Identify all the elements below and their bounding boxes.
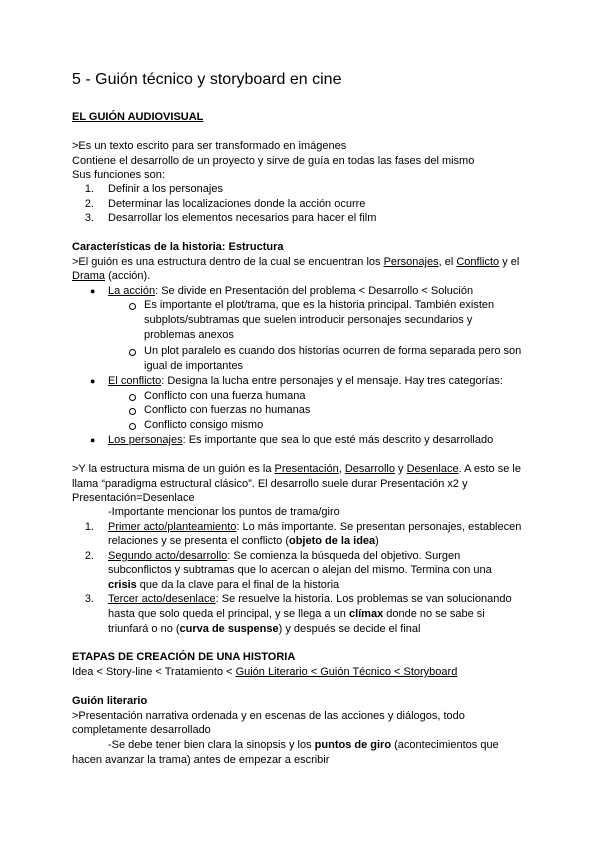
list-item — [108, 592, 512, 606]
paragraph-line: llama “paradigma estructural clásico”. El desarrollo suele durar Presentación x2 y — [72, 478, 468, 490]
bullet-label: El conflicto — [108, 375, 162, 387]
sub-bullet-line: Conflicto con fuerzas no humanas — [144, 404, 311, 416]
list-item: Determinar las localizaciones donde la acción ocurre — [108, 198, 366, 210]
link-desenlace: Desenlace — [406, 463, 459, 475]
paragraph-line — [72, 255, 519, 269]
sub-bullet-line: Conflicto consigo mismo — [144, 419, 264, 431]
bullet-label: La acción — [108, 285, 156, 297]
link-presentacion: Presentación — [274, 463, 339, 475]
paragraph-line — [72, 665, 457, 679]
text: -Se debe tener bien clara la sinopsis y los — [108, 739, 315, 751]
text: : Se divide en Presentación del problema < Desarrollo < Solución — [155, 285, 474, 297]
paragraph-line: Presentación=Desenlace — [72, 492, 195, 504]
text: : Designa la lucha entre personajes y el mensaje. Hay tres categorías: — [161, 375, 503, 387]
list-number: 2. — [84, 198, 94, 210]
list-item: Definir a los personajes — [108, 183, 223, 195]
heading-caracteristicas: Características de la historia: Estructura — [72, 241, 284, 253]
list-item: Desarrollar los elementos necesarios para hacer el film — [108, 212, 377, 224]
sub-bullet-line: Conflicto con una fuerza humana — [144, 390, 306, 402]
list-label: Primer acto/planteamiento — [108, 521, 237, 533]
text: : Es importante que sea lo que esté más descrito y desarrollado — [182, 434, 494, 446]
text: , — [338, 463, 345, 475]
bold-text: crisis — [108, 579, 137, 591]
text: >Y la estructura misma de un guión es la — [72, 463, 275, 475]
link-drama: Drama — [72, 270, 106, 282]
bullet-icon: ● — [90, 376, 96, 386]
heading-guion-audiovisual: EL GUIÓN AUDIOVISUAL — [72, 111, 204, 123]
circle-bullet-icon — [129, 423, 136, 430]
sub-bullet-line: Un plot paralelo es cuando dos historias ocurren de forma separada pero son — [144, 345, 522, 357]
list-item-line — [108, 534, 379, 548]
list-item — [108, 520, 521, 534]
text: Idea < Story-line < Tratamiento < — [72, 666, 236, 678]
sub-bullet-line: Es importante el plot/trama, que es la historia principal. También existen — [144, 299, 495, 311]
circle-bullet-icon — [129, 303, 136, 310]
list-number: 1. — [84, 183, 94, 195]
paragraph-line: -Importante mencionar los puntos de trama/giro — [108, 506, 340, 518]
paragraph-line: hacen avanzar la trama) antes de empezar a escribir — [72, 754, 330, 766]
bullet-item — [108, 284, 473, 298]
text: hasta que solo queda el principal, y se llega a un — [108, 608, 349, 620]
circle-bullet-icon — [129, 349, 136, 356]
list-label: Tercer acto/desenlace — [108, 593, 216, 605]
underlined-text: Guión Literario < Guión Técnico < Storyboard — [235, 666, 458, 678]
sub-bullet-line: problemas anexos — [144, 329, 234, 341]
text: , el — [438, 256, 457, 268]
sub-bullet-line: igual de importantes — [144, 360, 244, 372]
text: ) y después se decide el final — [278, 623, 421, 635]
heading-etapas: ETAPAS DE CREACIÓN DE UNA HISTORIA — [72, 651, 296, 663]
paragraph-line — [108, 738, 499, 752]
list-number: 1. — [84, 521, 94, 533]
bold-text: objeto de la idea — [288, 535, 376, 547]
list-item-line — [108, 622, 420, 636]
paragraph-line: Contiene el desarrollo de un proyecto y sirve de guía en todas las fases del mismo — [72, 155, 475, 167]
text: y — [394, 463, 407, 475]
list-number: 3. — [84, 212, 94, 224]
text: triunfará o no ( — [108, 623, 180, 635]
bold-text: clímax — [348, 608, 384, 620]
link-conflicto: Conflicto — [456, 256, 500, 268]
list-label: Segundo acto/desarrollo — [108, 550, 228, 562]
paragraph-line: completamente desarrollado — [72, 724, 211, 736]
list-number: 2. — [84, 550, 94, 562]
bullet-item — [108, 374, 503, 388]
text: ) — [375, 535, 379, 547]
paragraph-line: >Es un texto escrito para ser transformado en imágenes — [72, 140, 347, 152]
list-item-line — [108, 607, 485, 621]
text: (acción). — [105, 270, 151, 282]
paragraph-line: >Presentación narrativa ordenada y en escenas de las acciones y diálogos, todo — [72, 710, 465, 722]
list-item-line: subconflictos y subtramas que lo acercan o alejan del mismo. Termina con una — [108, 564, 492, 576]
text: : Lo más importante. Se presentan personajes, establecen — [236, 521, 522, 533]
bold-text: curva de suspense — [179, 623, 279, 635]
text: : Se resuelve la historia. Los problemas se van solucionando — [215, 593, 512, 605]
bold-text: puntos de giro — [314, 739, 392, 751]
link-personajes: Personajes — [383, 256, 439, 268]
text: . A esto se le — [458, 463, 521, 475]
text: (acontecimientos que — [391, 739, 499, 751]
text: y el — [499, 256, 520, 268]
list-number: 3. — [84, 593, 94, 605]
bullet-label: Los personajes — [108, 434, 183, 446]
text: : Se comienza la búsqueda del objetivo. Surgen — [227, 550, 461, 562]
list-item — [108, 549, 460, 563]
bullet-icon: ● — [90, 435, 96, 445]
sub-bullet-line: subplots/subtramas que suelen introducir personajes secundarios y — [144, 314, 473, 326]
text: >El guión es una estructura dentro de la cual se encuentran los — [72, 256, 384, 268]
text: que da la clave para el final de la historia — [136, 579, 340, 591]
list-item-line — [108, 578, 339, 592]
text: donde no se sabe si — [383, 608, 485, 620]
page-title: 5 - Guión técnico y storyboard en cine — [72, 71, 342, 88]
bullet-item — [108, 433, 493, 447]
paragraph-line: Sus funciones son: — [72, 169, 165, 181]
circle-bullet-icon — [129, 408, 136, 415]
heading-guion-literario: Guión literario — [72, 695, 148, 707]
circle-bullet-icon — [129, 394, 136, 401]
paragraph-line — [72, 462, 521, 476]
link-desarrollo: Desarrollo — [344, 463, 395, 475]
paragraph-line — [72, 269, 150, 283]
bullet-icon: ● — [90, 286, 96, 296]
text: relaciones y se presenta el conflicto ( — [108, 535, 289, 547]
